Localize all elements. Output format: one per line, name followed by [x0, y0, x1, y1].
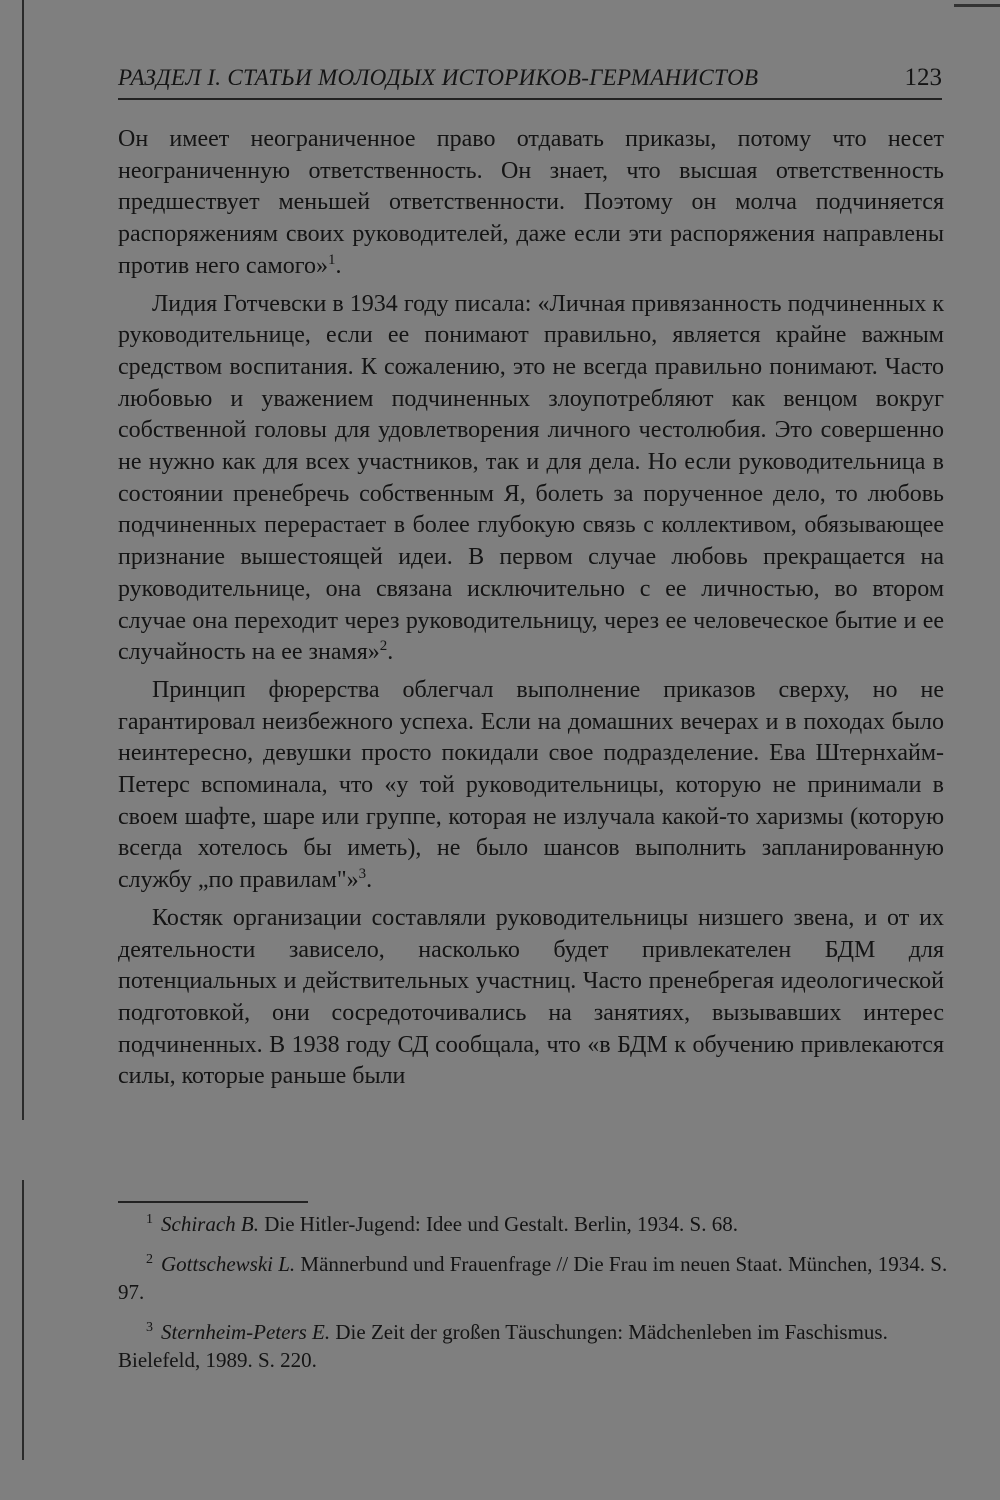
footnote-ref: 3 — [358, 866, 367, 883]
footnote-number: 2 — [146, 1252, 153, 1267]
footnote-text: Die Hitler-Jugend: Idee und Gestalt. Berlin, 1934. S. 68. — [264, 1212, 738, 1236]
footnote — [118, 1250, 948, 1306]
footnote-separator — [118, 1201, 308, 1203]
footnote-author: Sternheim-Peters E. — [161, 1320, 331, 1344]
paragraph-text: Он имеет неограниченное право отдавать приказы, потому что несет неограниченную ответственность. Он знает, что высшая ответственность предшествует меньшей ответственности. Поэтому он молча подчиняется распоряжениям своих руководителей, даже если эти распоряжения направлены против него самого» — [118, 126, 944, 279]
scan-margin-line — [22, 1180, 24, 1460]
footnote-ref: 2 — [379, 638, 388, 655]
footnote-number: 1 — [146, 1212, 153, 1227]
paragraph-text: Костяк организации составляли руководительницы низшего звена, и от их деятельности зависело, насколько будет привлекателен БДМ для потенциальных и действительных участниц. Часто пренебрегая идеологической подготовкой, они сосредоточивались на занятиях, вызывавших интерес подчиненных. В 1938 году СД сообщала, что «в БДМ к обучению привлекаются силы, которые раньше были — [118, 904, 944, 1090]
scan-margin-line — [22, 0, 24, 1120]
footnote-number: 3 — [146, 1320, 153, 1335]
page-number: 123 — [904, 64, 942, 91]
footnote-author: Gottschewski L. — [161, 1252, 296, 1276]
footnote-author: Schirach B. — [161, 1212, 259, 1236]
scan-corner-mark — [954, 4, 1000, 7]
running-head — [118, 62, 942, 100]
footnote-ref: 1 — [327, 251, 336, 268]
footnote — [118, 1318, 948, 1374]
paragraph-tail: . — [366, 867, 373, 894]
paragraph-tail: . — [387, 639, 394, 666]
footnote-text: Männerbund und Frauenfrage // Die Frau im neuen Staat. München, 1934. S. 97. — [118, 1252, 948, 1304]
paragraph-text: Лидия Готчевски в 1934 году писала: «Личная привязанность подчиненных к руководительнице, если ее понимают правильно, является крайне важным средством воспитания. К сожалению, это не всегда правильно понимают. Часто любовью и уважением подчиненных злоупотребляют как венцом вокруг собственной головы для удовлетворения личного честолюбия. Это совершенно не нужно как для всех участников, так и для дела. Но если руководительница в состоянии пренебречь собственным Я, болеть за порученное дело, то любовь подчиненных перерастает в более глубокую связь с коллективом, обязывающее признание вышестоящей идеи. В первом случае любовь прекращается на руководительнице, она связана исключительно с ее личностью, во втором случае она переходит через руководительницу, через ее человеческое бытие и ее случайность на ее знамя» — [118, 290, 944, 666]
paragraph-text: Принцип фюрерства облегчал выполнение приказов сверху, но не гарантировал неизбежного успеха. Если на домашних вечерах и в походах было неинтересно, девушки просто покидали свое подразделение. Ева Штернхайм-Петерс вспоминала, что «у той руководительницы, которую не принимали в своем шафте, шаре или группе, которая не излучала какой-то харизмы (которую всегда хотелось бы иметь), не было шансов выполнить запланированную службу „по правилам"» — [118, 676, 944, 894]
body-text — [118, 124, 944, 1099]
footnote-text: Die Zeit der großen Täuschungen: Mädchenleben im Faschismus. Bielefeld, 1989. S. 220. — [118, 1320, 888, 1372]
running-title: РАЗДЕЛ I. СТАТЬИ МОЛОДЫХ ИСТОРИКОВ-ГЕРМАНИСТОВ — [118, 65, 759, 90]
paragraph-tail: . — [335, 252, 342, 279]
paragraph — [118, 124, 944, 283]
paragraph — [118, 675, 944, 897]
footnote — [118, 1210, 948, 1238]
paragraph — [118, 289, 944, 669]
footnotes — [118, 1210, 948, 1386]
paragraph — [118, 903, 944, 1093]
